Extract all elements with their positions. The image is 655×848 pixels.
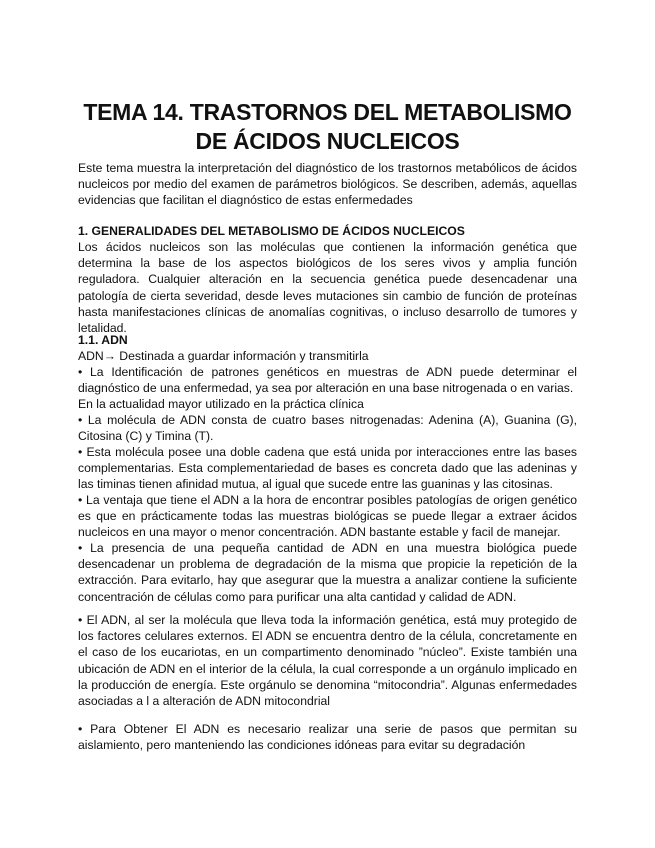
- section-1-heading: 1. GENERALIDADES DEL METABOLISMO DE ÁCIDOS NUCLEICOS: [78, 224, 465, 238]
- bullet-small-quantity: • La presencia de una pequeña cantidad de ADN en una muestra biológica puede desencadenar un problema de degradación de la misma que propicie la repetición de la extracción. Para evitarlo, hay que asegurar que la muestra a analizar contiene la suficiente concentración de células como para purificar una alta cantidad y calidad de ADN.: [78, 541, 577, 604]
- bullet-dna-protection: • El ADN, al ser la molécula que lleva toda la información genética, está muy protegido de los factores celulares externos. El ADN se encuentra dentro de la célula, concretamente en el caso de los eucariotas, en un compartimento denominado ”núcleo”. Existe también una ubicación de ADN en el interior de la célula, la cual corresponde a un orgánulo implicado en la producción de energía. Este orgánulo se denomina “mitocondria”. Algunas enfermedades asociadas a l a alteración de ADN mitocondrial: [78, 613, 577, 709]
- document-title-line-2: DE ÁCIDOS NUCLEICOS: [195, 128, 460, 154]
- bullet-identification: • La Identificación de patrones genéticos en muestras de ADN puede determinar el diagnóstico de una enfermedad, ya sea por alteración en una base nitrogenada o en varias.: [78, 365, 577, 396]
- bullet-dna-advantage: • La ventaja que tiene el ADN a la hora de encontrar posibles patologías de origen genético es que en prácticamente todas las muestras biológicas se puede llegar a extraer ácidos nucleicos en una mayor o menor concentración. ADN bastante estable y facil de manejar.: [78, 493, 577, 540]
- section-1-1-heading: 1.1. ADN: [78, 333, 128, 347]
- adn-definition-line: ADN→ Destinada a guardar información y transmitirla: [78, 349, 369, 363]
- bullet-double-strand: • Esta molécula posee una doble cadena que está unida por interacciones entre las bases complementarias. Esta complementariedad de bases es concreta dado que las adeninas y las timinas tienen afinidad mutua, al igual que sucede entre las guaninas y las citosinas.: [78, 445, 577, 492]
- bullet-nitrogen-bases: • La molécula de ADN consta de cuatro bases nitrogenadas: Adenina (A), Guanina (G), Citosina (C) y Timina (T).: [78, 413, 577, 444]
- bullet-obtaining-dna: • Para Obtener El ADN es necesario realizar una serie de pasos que permitan su aislamiento, pero manteniendo las condiciones idóneas para evitar su degradación: [78, 722, 577, 753]
- clinical-practice-line: En la actualidad mayor utilizado en la práctica clínica: [78, 397, 364, 411]
- document-title-line-1: TEMA 14. TRASTORNOS DEL METABOLISMO: [83, 99, 572, 125]
- intro-paragraph: Este tema muestra la interpretación del diagnóstico de los trastornos metabólicos de ácidos nucleicos por medio del examen de parámetros biológicos. Se describen, además, aquellas evidencias que facilitan el diagnóstico de estas enfermedades: [78, 161, 577, 208]
- section-1-paragraph: Los ácidos nucleicos son las moléculas que contienen la información genética que determina la base de los aspectos biológicos de los seres vivos y amplia función reguladora. Cualquier alteración en la secuencia genética puede desencadenar una patología de cierta severidad, desde leves mutaciones sin cambio de función de proteínas hasta manifestaciones clínicas de anomalías cognitivas, o incluso desarrollo de tumores y letalidad.: [78, 240, 577, 336]
